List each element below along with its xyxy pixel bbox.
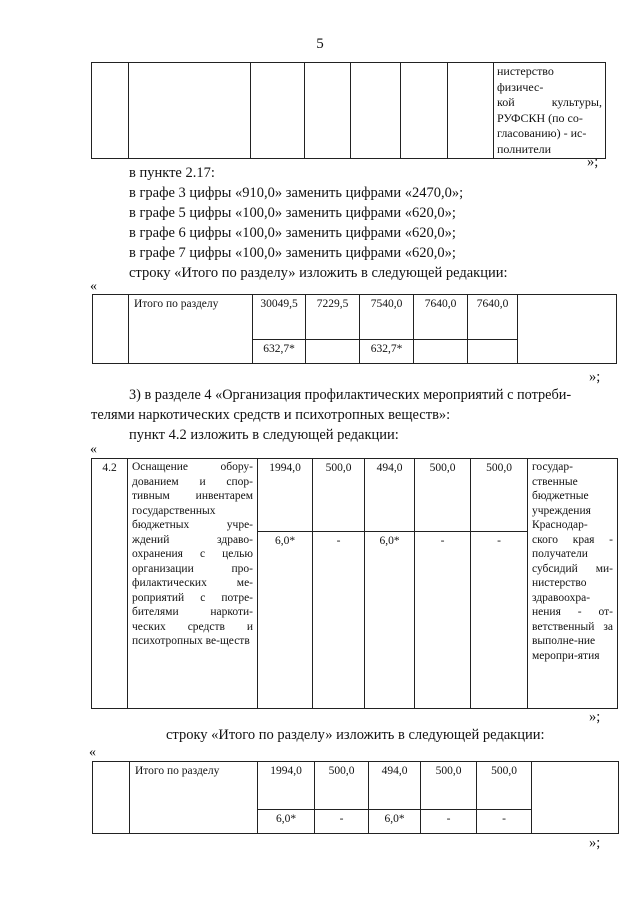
value-cell: 500,0 bbox=[421, 762, 477, 810]
table-cell bbox=[129, 63, 251, 159]
item-number: 4.2 bbox=[92, 459, 128, 709]
cell-line: полнители bbox=[497, 141, 552, 156]
close-quote: »; bbox=[589, 835, 601, 851]
table-cell bbox=[448, 63, 494, 159]
value-cell: - bbox=[471, 532, 528, 709]
value-cell: - bbox=[421, 810, 477, 834]
value-cell: 6,0* bbox=[258, 532, 313, 709]
value-cell bbox=[414, 340, 468, 364]
table-continuation bbox=[91, 62, 606, 159]
text-line: в графе 3 цифры «910,0» заменить цифрами «2470,0»; bbox=[129, 185, 464, 201]
value-cell: 6,0* bbox=[369, 810, 421, 834]
value-cell: 7640,0 bbox=[414, 295, 468, 340]
table-cell bbox=[93, 762, 130, 834]
table-cell bbox=[92, 63, 129, 159]
value-cell: 6,0* bbox=[258, 810, 315, 834]
value-cell: 7229,5 bbox=[306, 295, 360, 340]
value-cell: - bbox=[415, 532, 471, 709]
text-line: в графе 5 цифры «100,0» заменить цифрами «620,0»; bbox=[129, 205, 456, 221]
table-item-4-2 bbox=[91, 458, 618, 709]
value-cell: 30049,5 bbox=[253, 295, 306, 340]
value-cell: - bbox=[477, 810, 532, 834]
table-cell bbox=[93, 295, 129, 364]
cell-line: РУФСКН (по со- bbox=[497, 110, 583, 125]
value-cell: - bbox=[315, 810, 369, 834]
value-cell bbox=[468, 340, 518, 364]
value-cell: 500,0 bbox=[415, 459, 471, 532]
table-cell bbox=[401, 63, 448, 159]
text-line: пункт 4.2 изложить в следующей редакции: bbox=[129, 427, 399, 443]
section-total-label: Итого по разделу bbox=[130, 762, 258, 834]
value-cell: 500,0 bbox=[315, 762, 369, 810]
value-cell: 632,7* bbox=[360, 340, 414, 364]
value-cell: 7640,0 bbox=[468, 295, 518, 340]
value-cell: 1994,0 bbox=[258, 459, 313, 532]
table-cell bbox=[251, 63, 305, 159]
cell-line: кой культуры, bbox=[497, 95, 602, 109]
table-cell bbox=[532, 762, 619, 834]
close-quote: »; bbox=[589, 709, 601, 725]
responsible-cell: государ-ственные бюджетные учреждения Краснодар-ского края - получатели субсидий ми-нистерство здравоохра-нения - от-ветственный за выполне-ние меропри-ятия bbox=[528, 459, 618, 709]
text-line: в пункте 2.17: bbox=[129, 165, 215, 181]
value-cell: 494,0 bbox=[365, 459, 415, 532]
executors-cell bbox=[494, 63, 606, 159]
text-line: строку «Итого по разделу» изложить в следующей редакции: bbox=[129, 265, 508, 281]
value-cell: 1994,0 bbox=[258, 762, 315, 810]
text-line: в графе 6 цифры «100,0» заменить цифрами «620,0»; bbox=[129, 225, 456, 241]
value-cell: 494,0 bbox=[369, 762, 421, 810]
table-cell bbox=[351, 63, 401, 159]
open-quote: « bbox=[90, 279, 97, 294]
value-cell: 6,0* bbox=[365, 532, 415, 709]
close-quote: »; bbox=[589, 369, 601, 385]
value-cell: 7540,0 bbox=[360, 295, 414, 340]
value-cell: 500,0 bbox=[313, 459, 365, 532]
table-cell bbox=[305, 63, 351, 159]
text-line: в графе 7 цифры «100,0» заменить цифрами «620,0»; bbox=[129, 245, 456, 261]
value-cell: 632,7* bbox=[253, 340, 306, 364]
cell-line: нистерство физичес- bbox=[497, 64, 554, 94]
value-cell: - bbox=[313, 532, 365, 709]
open-quote: « bbox=[90, 442, 97, 457]
table-section-total-2 bbox=[92, 761, 619, 834]
table-section-total-1 bbox=[92, 294, 617, 364]
item-description: Оснащение обору-дованием и спор-тивным инвентарем государственных бюджетных учре-ждений здраво-охранения с целью организации про-филактических ме-роприятий с потре-бителями наркоти-ческих средств и психотропных ве-ществ bbox=[128, 459, 258, 709]
close-quote: »; bbox=[587, 154, 599, 170]
page-number: 5 bbox=[316, 36, 324, 52]
section-total-label: Итого по разделу bbox=[129, 295, 253, 364]
text-line: строку «Итого по разделу» изложить в следующей редакции: bbox=[166, 727, 545, 743]
open-quote: « bbox=[89, 745, 96, 760]
value-cell: 500,0 bbox=[471, 459, 528, 532]
text-line: 3) в разделе 4 «Организация профилактических мероприятий с потреби- bbox=[129, 387, 572, 403]
table-cell bbox=[518, 295, 617, 364]
value-cell bbox=[306, 340, 360, 364]
text-line: телями наркотических средств и психотропных веществ»: bbox=[91, 407, 451, 423]
cell-line: гласованию) - ис- bbox=[497, 126, 587, 140]
value-cell: 500,0 bbox=[477, 762, 532, 810]
